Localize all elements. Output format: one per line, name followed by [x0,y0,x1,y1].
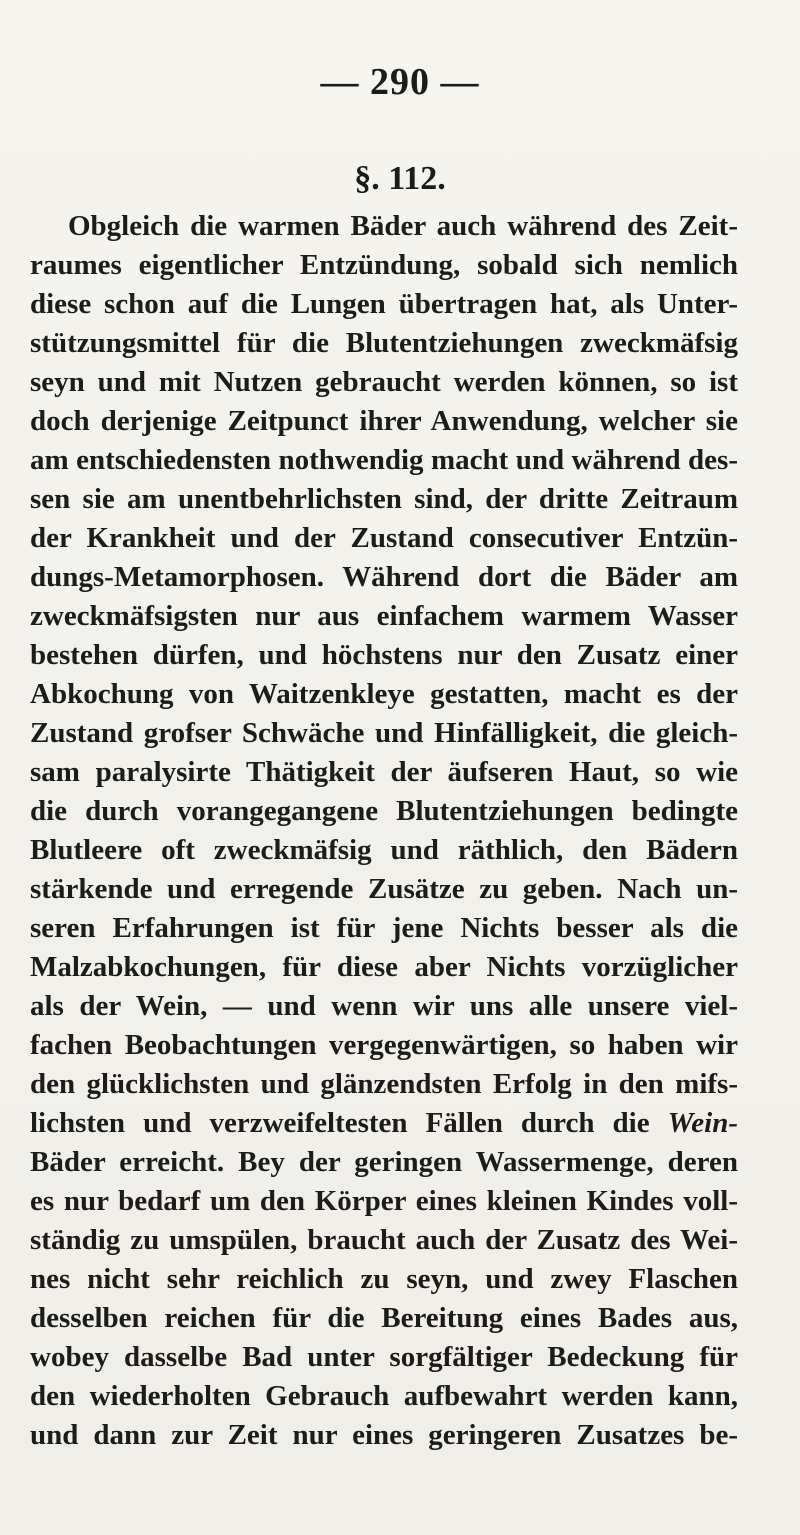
text-line: wobey dasselbe Bad unter sorgfältiger Bedeckung für [30,1341,738,1373]
text-line: stützungsmittel für die Blutentziehungen zweckmäfsig [30,327,738,359]
text-line: Blutleere oft zweckmäfsig und räthlich, den Bädern [30,834,738,866]
text-line: Malzabkochungen, für diese aber Nichts vorzüglicher [30,951,738,983]
page-number: — 290 — [320,61,480,103]
text-line: zweckmäfsigsten nur aus einfachem warmem Wasser [30,600,738,632]
text-line: Abkochung von Waitzenkleye gestatten, macht es der [30,678,738,710]
text-line: Zustand grofser Schwäche und Hinfälligkeit, die gleich- [30,717,738,749]
text-line: stärkende und erregende Zusätze zu geben. Nach un- [30,873,738,905]
text-line: sam paralysirte Thätigkeit der äufseren Haut, so wie [30,756,738,788]
text-line: seren Erfahrungen ist für jene Nichts besser als die [30,912,738,944]
text-line: Obgleich die warmen Bäder auch während des Zeit- [68,210,738,242]
text-line: fachen Beobachtungen vergegenwärtigen, so haben wir [30,1029,738,1061]
text-line: nes nicht sehr reichlich zu seyn, und zwey Flaschen [30,1263,738,1295]
text-line: es nur bedarf um den Körper eines kleinen Kindes voll- [30,1185,738,1217]
text-line: als der Wein, — und wenn wir uns alle unsere viel- [30,990,738,1022]
text-line: Bäder erreicht. Bey der geringen Wassermenge, deren [30,1146,738,1178]
text-line: bestehen dürfen, und höchstens nur den Zusatz einer [30,639,738,671]
text-line: diese schon auf die Lungen übertragen hat, als Unter- [30,288,738,320]
text-line: sen sie am unentbehrlichsten sind, der dritte Zeitraum [30,483,738,515]
text-line: desselben reichen für die Bereitung eines Bades aus, [30,1302,738,1334]
text-line: doch derjenige Zeitpunct ihrer Anwendung, welcher sie [30,405,738,437]
text-line: raumes eigentlicher Entzündung, sobald sich nemlich [30,249,738,281]
text-line: ständig zu umspülen, braucht auch der Zusatz des Wei- [30,1224,738,1256]
text-line: der Krankheit und der Zustand consecutiver Entzün- [30,522,738,554]
section-heading: §. 112. [354,160,446,197]
text-line: und dann zur Zeit nur eines geringeren Zusatzes be- [30,1419,738,1451]
text-line: den wiederholten Gebrauch aufbewahrt werden kann, [30,1380,738,1412]
text-line: die durch vorangegangene Blutentziehungen bedingte [30,795,738,827]
text-line: seyn und mit Nutzen gebraucht werden können, so ist [30,366,738,398]
text-line: dungs-Metamorphosen. Während dort die Bäder am [30,561,738,593]
text-line: lichsten und verzweifeltesten Fällen durch die Wein- [30,1107,738,1139]
text-line: den glücklichsten und glänzendsten Erfolg in den mifs- [30,1068,738,1100]
text-line: am entschiedensten nothwendig macht und während des- [30,444,738,476]
